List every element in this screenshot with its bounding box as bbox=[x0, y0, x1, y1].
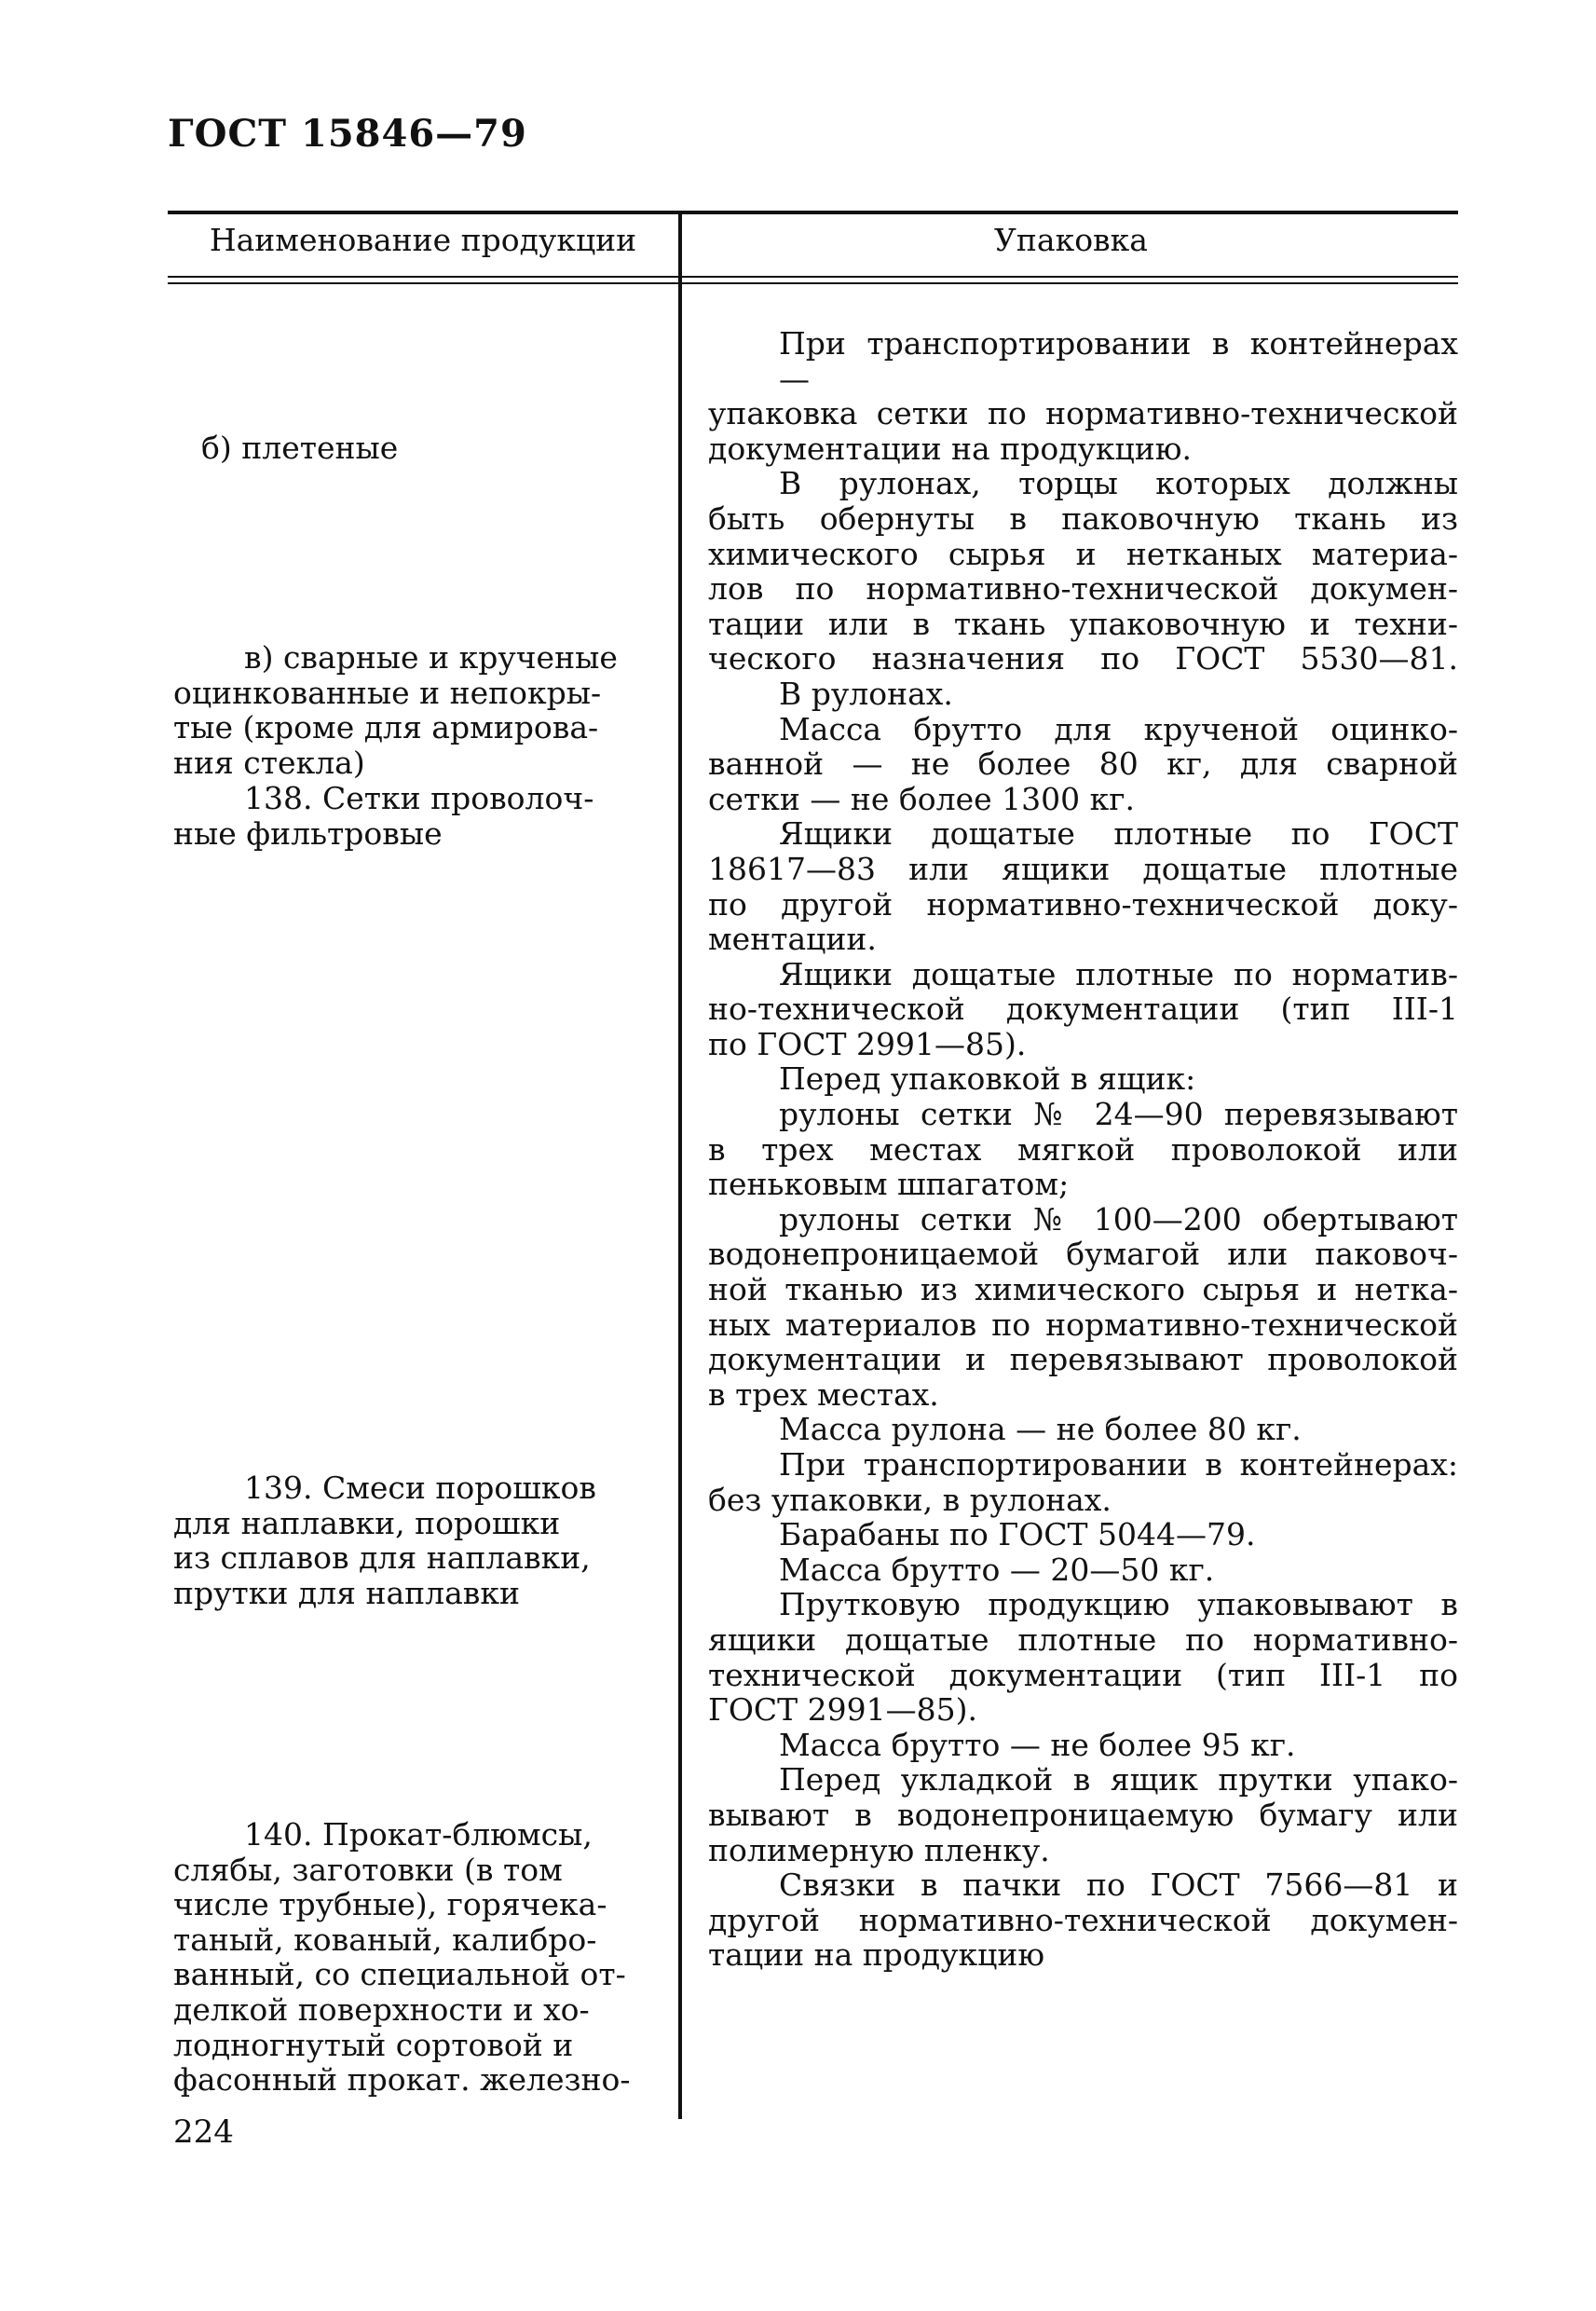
left-line: ванный, со специальной от- bbox=[173, 1956, 626, 1993]
para-line: документации на продукцию. bbox=[708, 430, 1192, 467]
left-block-item-139 bbox=[173, 1470, 630, 1610]
left-line: делкой поверхности и хо- bbox=[173, 1990, 590, 2028]
table-header-rule-2 bbox=[168, 282, 1458, 284]
column-header-product: Наименование продукции bbox=[209, 222, 637, 258]
para-line: В рулонах, торцы которых должны bbox=[779, 465, 1458, 502]
para-line: Барабаны по ГОСТ 5044—79. bbox=[779, 1516, 1256, 1553]
document-code: ГОСТ 15846—79 bbox=[168, 112, 527, 156]
para-line: рулоны сетки № 100—200 обертывают bbox=[779, 1200, 1458, 1238]
para-line: ческого назначения по ГОСТ 5530—81. bbox=[708, 640, 1458, 677]
para-line: рулоны сетки № 24—90 перевязывают bbox=[779, 1096, 1458, 1133]
left-line: оцинкованные и непокры- bbox=[173, 674, 602, 711]
left-line: ния стекла) bbox=[173, 744, 365, 781]
left-line: для наплавки, порошки bbox=[173, 1504, 561, 1541]
para-line: Перед укладкой в ящик прутки упако- bbox=[779, 1761, 1458, 1798]
para-line: по ГОСТ 2991—85). bbox=[708, 1025, 1027, 1062]
para-line: При транспортировании в контейнерах — bbox=[779, 325, 1458, 397]
para-line: сетки — не более 1300 кг. bbox=[708, 780, 1136, 817]
packaging-text bbox=[708, 326, 1458, 1973]
para-line: вывают в водонепроницаемую бумагу или bbox=[708, 1796, 1458, 1833]
left-block-b-pletenye bbox=[173, 431, 658, 466]
table-header-rule-1 bbox=[168, 276, 1458, 278]
left-block-item-140 bbox=[173, 1817, 630, 2098]
left-line: фасонный прокат. железно- bbox=[173, 2061, 631, 2099]
left-block-item-138 bbox=[173, 781, 630, 851]
para-line: водонепроницаемой бумагой или паковоч- bbox=[708, 1236, 1458, 1273]
para-line: Масса брутто — не более 95 кг. bbox=[779, 1726, 1296, 1763]
left-line: слябы, заготовки (в том bbox=[173, 1851, 563, 1888]
para-line: полимерную пленку. bbox=[708, 1831, 1050, 1868]
para-line: Связки в пачки по ГОСТ 7566—81 и bbox=[779, 1867, 1458, 1904]
left-line: 139. Смеси порошков bbox=[244, 1470, 596, 1506]
para-line: Прутковую продукцию упаковывают в bbox=[779, 1586, 1458, 1623]
left-line: прутки для наплавки bbox=[173, 1574, 520, 1611]
para-line: но-технической документации (тип III-1 bbox=[708, 991, 1458, 1028]
para-line: ванной — не более 80 кг, для сварной bbox=[708, 745, 1458, 783]
para-line: без упаковки, в рулонах. bbox=[708, 1481, 1112, 1518]
para-line: Масса брутто — 20—50 кг. bbox=[779, 1551, 1215, 1588]
para-line: документации и перевязывают проволокой bbox=[708, 1341, 1458, 1378]
left-line: из сплавов для наплавки, bbox=[173, 1539, 591, 1577]
left-line: б) плетеные bbox=[201, 430, 399, 466]
left-line: числе трубные), горячека- bbox=[173, 1886, 607, 1923]
para-line: химического сырья и нетканых материа- bbox=[708, 535, 1458, 572]
table-top-rule bbox=[168, 211, 1458, 214]
left-line: лодногнутый сортовой и bbox=[173, 2026, 574, 2063]
para-line: упаковка сетки по нормативно-технической bbox=[708, 395, 1458, 432]
para-line: В рулонах. bbox=[779, 675, 953, 712]
para-line: При транспортировании в контейнерах: bbox=[779, 1446, 1458, 1483]
para-line: ящики дощатые плотные по нормативно- bbox=[708, 1620, 1458, 1658]
left-line: в) сварные и крученые bbox=[244, 639, 618, 676]
left-line: таный, кованый, калибро- bbox=[173, 1921, 597, 1958]
para-line: ных материалов по нормативно-технической bbox=[708, 1306, 1458, 1343]
column-divider bbox=[678, 211, 682, 2119]
left-line: 140. Прокат-блюмсы, bbox=[244, 1816, 593, 1853]
left-line: ные фильтровые bbox=[173, 814, 443, 852]
para-line: по другой нормативно-технической доку- bbox=[708, 885, 1458, 923]
para-line: Ящики дощатые плотные по ГОСТ bbox=[779, 815, 1458, 853]
para-line: тации на продукцию bbox=[708, 1936, 1045, 1974]
left-line: 138. Сетки проволоч- bbox=[244, 780, 594, 816]
para-line: в трех местах мягкой проволокой или bbox=[708, 1130, 1458, 1168]
para-line: Ящики дощатые плотные по норматив- bbox=[779, 955, 1458, 992]
para-line: 18617—83 или ящики дощатые плотные bbox=[708, 850, 1458, 887]
para-line: тации или в ткань упаковочную и техни- bbox=[708, 605, 1458, 642]
left-block-v-svarnye bbox=[173, 640, 630, 780]
para-line: в трех местах. bbox=[708, 1375, 939, 1413]
para-line: пеньковым шпагатом; bbox=[708, 1166, 1070, 1203]
para-line: ментации. bbox=[708, 921, 877, 958]
page-number: 224 bbox=[173, 2113, 234, 2151]
para-line: Масса рулона — не более 80 кг. bbox=[779, 1411, 1302, 1448]
column-header-packaging: Упаковка bbox=[994, 222, 1148, 258]
para-line: ГОСТ 2991—85). bbox=[708, 1691, 977, 1729]
left-line: тые (кроме для армирова- bbox=[173, 709, 599, 746]
para-line: Перед упаковкой в ящик: bbox=[779, 1060, 1196, 1098]
para-line: ной тканью из химического сырья и нетка- bbox=[708, 1271, 1458, 1308]
para-line: лов по нормативно-технической докумен- bbox=[708, 570, 1458, 608]
para-line: другой нормативно-технической докумен- bbox=[708, 1901, 1458, 1938]
para-line: Масса брутто для крученой оцинко- bbox=[779, 710, 1458, 747]
para-line: технической документации (тип III-1 по bbox=[708, 1656, 1458, 1693]
para-line: быть обернуты в паковочную ткань из bbox=[708, 499, 1458, 537]
